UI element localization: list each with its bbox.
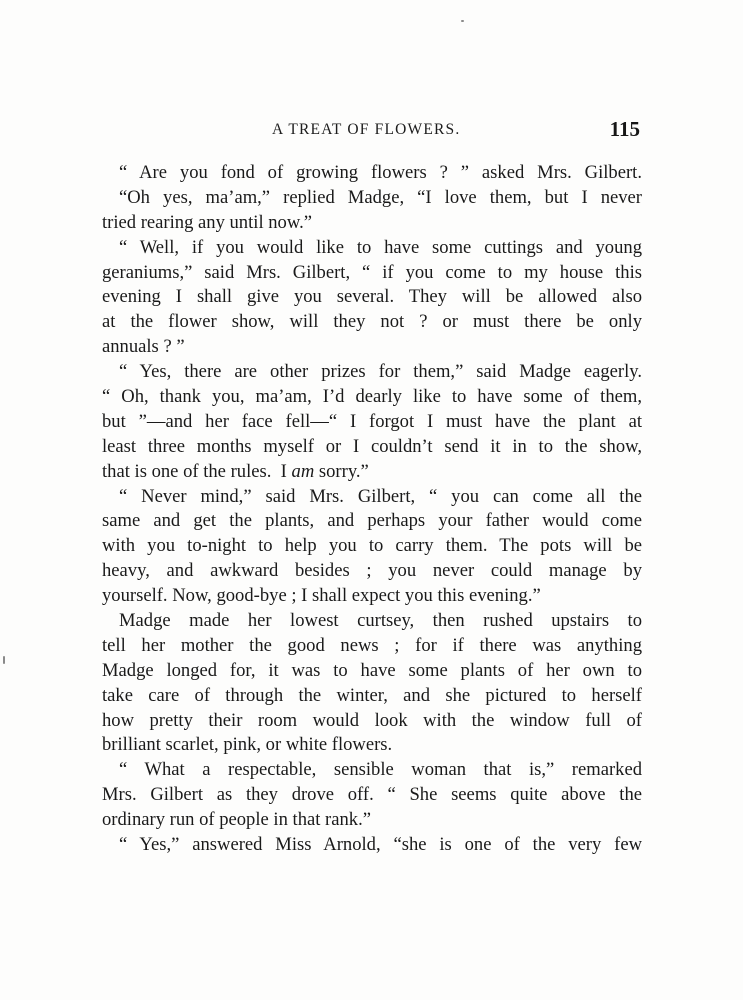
text-line: geraniums,” said Mrs. Gilbert, “ if you come to my house this xyxy=(102,261,642,283)
text-segment: sorry.” xyxy=(314,460,369,482)
text-line: “ Are you fond of growing flowers ? ” asked Mrs. Gilbert. xyxy=(119,162,642,183)
text-line: tell her mother the good news ; for if there was anything xyxy=(102,634,642,656)
text-line: with you to-night to help you to carry them. The pots will be xyxy=(102,535,642,557)
text-line: “ What a respectable, sensible woman that is,” remarked xyxy=(119,759,642,781)
text-line: “ Yes, there are other prizes for them,” said Madge eagerly. xyxy=(119,361,642,383)
text-segment: that is one of the rules. xyxy=(102,460,272,482)
text-line: same and get the plants, and perhaps your father would come xyxy=(102,510,642,532)
text-line xyxy=(102,460,642,485)
body-text xyxy=(102,161,642,858)
text-line: heavy, and awkward besides ; you never could manage by xyxy=(102,560,642,582)
text-line: but ”—and her face fell—“ I forgot I must have the plant at xyxy=(102,410,642,432)
paper-speck xyxy=(3,656,5,664)
text-segment: I xyxy=(280,460,292,482)
text-line: brilliant scarlet, pink, or white flowers. xyxy=(102,734,393,756)
text-line: “ Never mind,” said Mrs. Gilbert, “ you can come all the xyxy=(119,485,642,507)
text-line: at the flower show, will they not ? or must there be only xyxy=(102,311,642,333)
text-line: Madge made her lowest curtsey, then rushed upstairs to xyxy=(119,610,642,632)
text-line: “ Oh, thank you, ma’am, I’d dearly like to have some of them, xyxy=(102,386,642,408)
text-line: Madge longed for, it was to have some plants of her own to xyxy=(102,659,642,681)
paper-speck xyxy=(461,20,464,22)
text-line: “ Yes,” answered Miss Arnold, “she is one of the very few xyxy=(119,834,642,856)
text-line: ordinary run of people in that rank.” xyxy=(102,809,372,831)
text-line: evening I shall give you several. They will be allowed also xyxy=(102,286,642,308)
running-head xyxy=(102,117,642,143)
text-line: least three months myself or I couldn’t send it in to the show, xyxy=(102,435,642,457)
text-line: yourself. Now, good-bye ; I shall expect you this evening.” xyxy=(102,585,541,607)
text-line: “Oh yes, ma’am,” replied Madge, “I love them, but I never xyxy=(119,186,642,208)
text-line: how pretty their room would look with the window full of xyxy=(102,709,642,731)
text-line: Mrs. Gilbert as they drove off. “ She seems quite above the xyxy=(102,784,642,806)
emphasis-word: am xyxy=(291,460,315,482)
text-line: take care of through the winter, and she pictured to herself xyxy=(102,684,642,706)
running-title: A TREAT OF FLOWERS. xyxy=(272,121,461,138)
page-number: 115 xyxy=(609,117,640,141)
text-line: “ Well, if you would like to have some cuttings and young xyxy=(119,236,642,258)
text-line: annuals ? ” xyxy=(102,336,185,358)
text-line: tried rearing any until now.” xyxy=(102,211,312,233)
